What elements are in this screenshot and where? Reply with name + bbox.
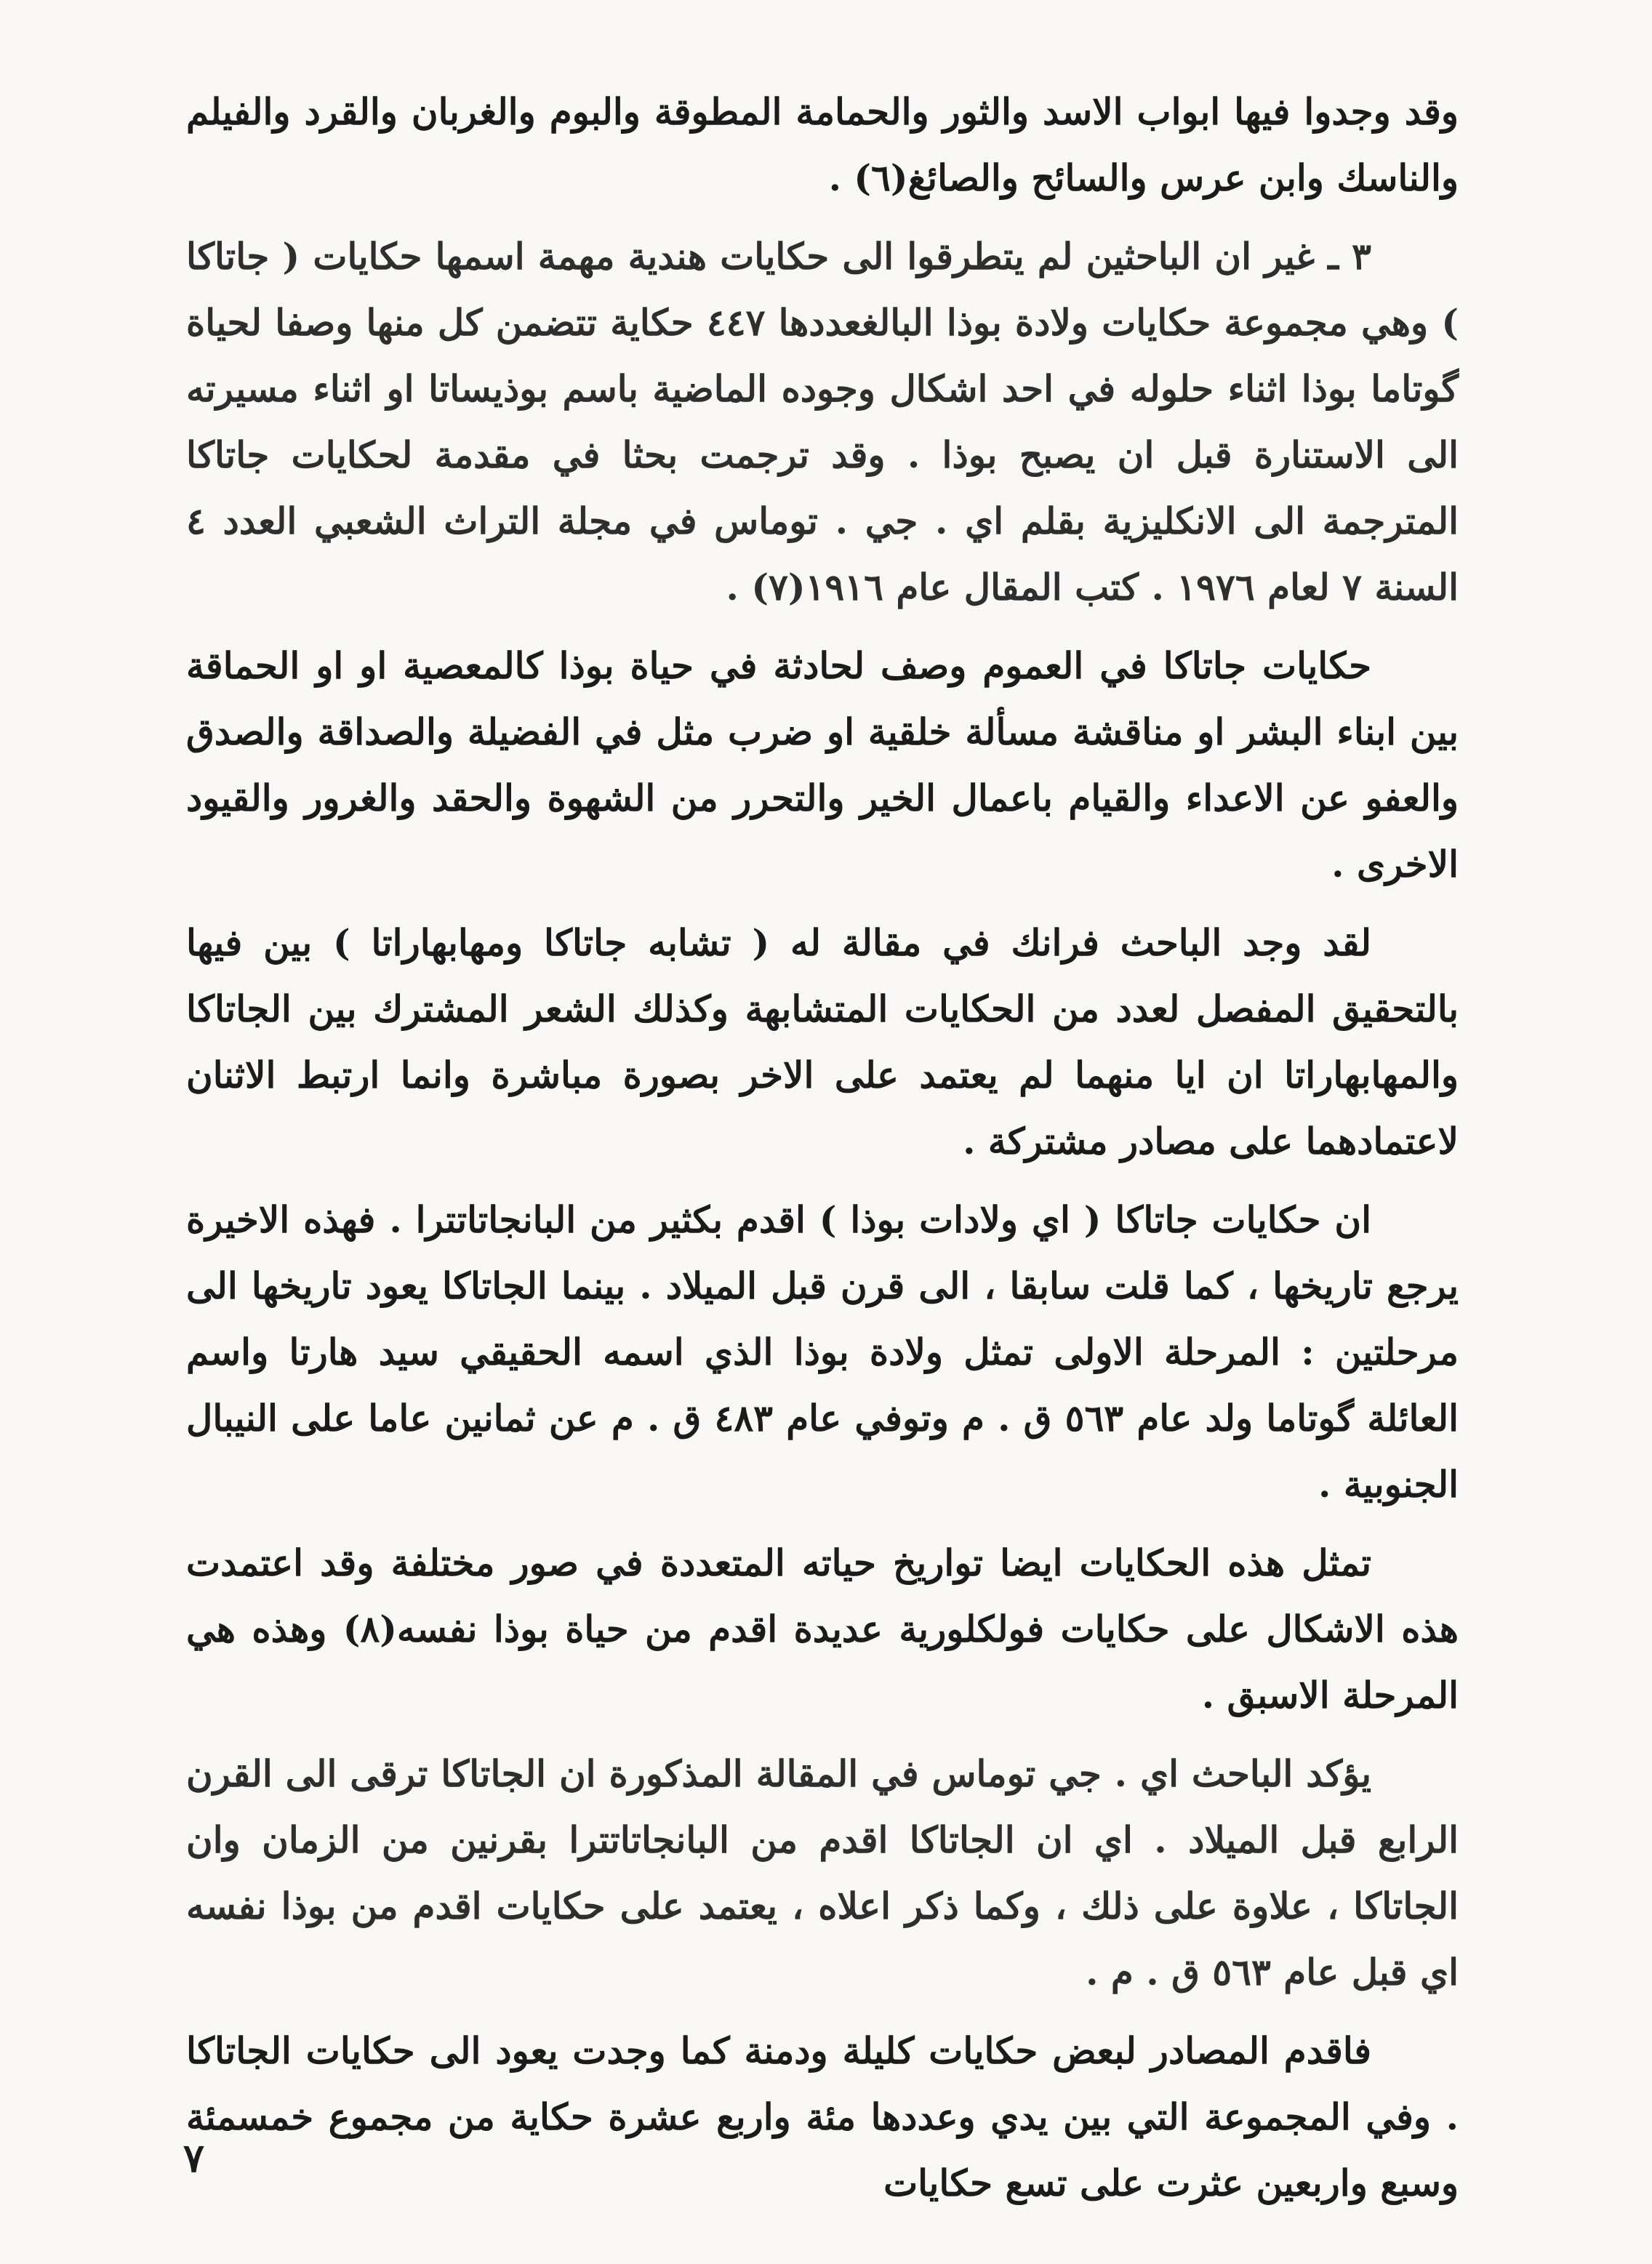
- page-number: ٧: [183, 2135, 205, 2181]
- paragraph-7: يؤكد الباحث اي . جي توماس في المقالة المذكورة ان الجاتاكا ترقى الى القرن الرابع قبل الميلاد . اي ان الجاتاكا اقدم من البانجاتاتترا بقرنين من الزمان وان الجاتاكا ، علاوة على ذلك ، وكما ذكر اعلاه ، يعتمد على حكايات اقدم من بوذا نفسه اي قبل عام ٥٦٣ ق . م .: [186, 1752, 1459, 1994]
- paragraph-2: ٣ ـ غير ان الباحثين لم يتطرقوا الى حكايات هندية مهمة اسمها حكايات ( جاتاكا ) وهي مجموعة حكايات ولادة بوذا البالغعددها ٤٤٧ حكاية تتضمن كل منها وصفا لحياة گوتاما بوذا اثناء حلوله في احد اشكال وجوده الماضية باسم بوذيساتا او اثناء مسيرته الى الاستنارة قبل ان يصبح بوذا . وقد ترجمت بحثا في مقدمة لحكايات جاتاكا المترجمة الى الانكليزية بقلم اي . جي . توماس في مجلة التراث الشعبي العدد ٤ السنة ٧ لعام ١٩٧٦ . كتب المقال عام ١٩١٦(٧) .: [186, 235, 1459, 609]
- body-text: [186, 79, 1459, 2216]
- paragraph-1: وقد وجدوا فيها ابواب الاسد والثور والحمامة المطوقة والبوم والغربان والقرد والفيلم والناسك وابن عرس والسائح والصائغ(٦) .: [186, 90, 1459, 199]
- paragraph-6: تمثل هذه الحكايات ايضا تواريخ حياته المتعددة في صور مختلفة وقد اعتمدت هذه الاشكال على حكايات فولكلورية عديدة اقدم من حياة بوذا نفسه(٨) وهذه هي المرحلة الاسبق .: [186, 1541, 1459, 1717]
- paragraph-4: لقد وجد الباحث فرانك في مقالة له ( تشابه جاتاكا ومهابهاراتا ) بين فيها بالتحقيق المفصل لعدد من الحكايات المتشابهة وكذلك الشعر المشترك بين الجاتاكا والمهابهاراتا ان ايا منهما لم يعتمد على الاخر بصورة مباشرة وانما ارتبط الاثنان لاعتمادهما على مصادر مشتركة .: [186, 921, 1459, 1163]
- paragraph-5: ان حكايات جاتاكا ( اي ولادات بوذا ) اقدم بكثير من البانجاتاتترا . فهذه الاخيرة يرجع تاريخها ، كما قلت سابقا ، الى قرن قبل الميلاد . بينما الجاتاكا يعود تاريخها الى مرحلتين : المرحلة الاولى تمثل ولادة بوذا الذي اسمه الحقيقي سيد هارتا واسم العائلة گوتاما ولد عام ٥٦٣ ق . م وتوفي عام ٤٨٣ ق . م عن ثمانين عاما على النيبال الجنوبية .: [186, 1198, 1459, 1506]
- paragraph-8: فاقدم المصادر لبعض حكايات كليلة ودمنة كما وجدت يعود الى حكايات الجاتاكا . وفي المجموعة التي بين يدي وعددها مئة واربع عشرة حكاية من مجموع خمسمئة وسبع واربعين عثرت على تسع حكايات: [186, 2029, 1459, 2204]
- paragraph-3: حكايات جاتاكا في العموم وصف لحادثة في حياة بوذا كالمعصية او او الحماقة بين ابناء البشر او مناقشة مسألة خلقية او ضرب مثل في الفضيلة والصداقة والصدق والعفو عن الاعداء والقيام باعمال الخير والتحرر من الشهوة والحقد والغرور والقيود الاخرى .: [186, 644, 1459, 886]
